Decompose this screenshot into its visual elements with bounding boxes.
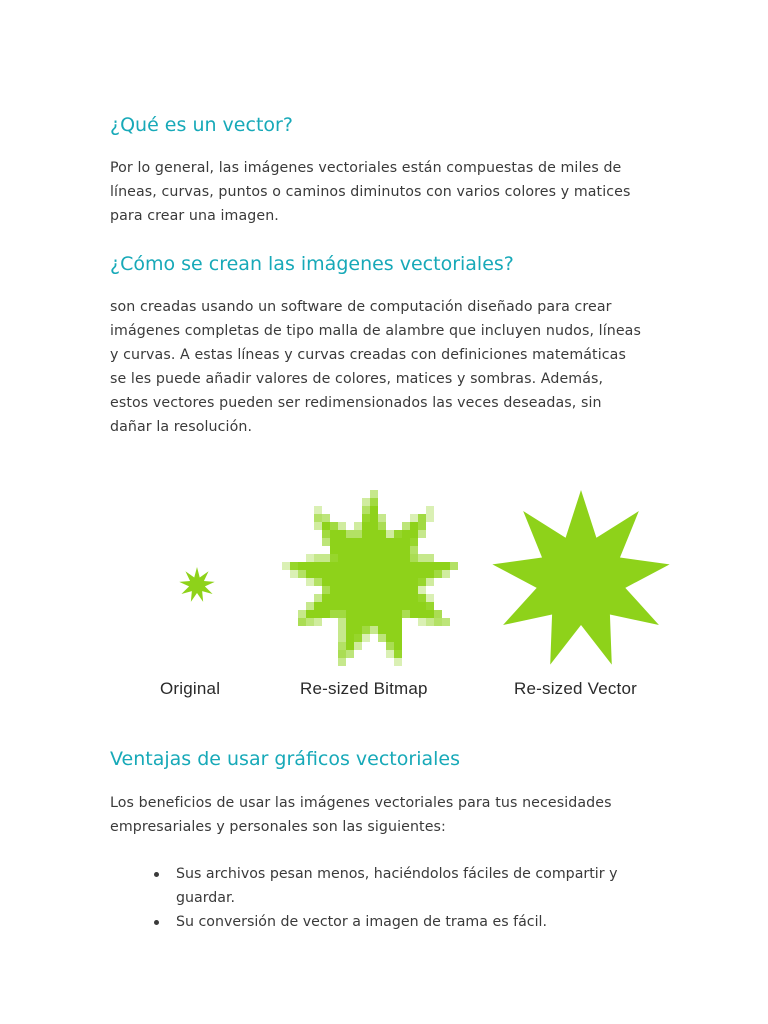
bitmap-pixel <box>346 554 354 562</box>
bitmap-pixel <box>306 602 314 610</box>
bitmap-pixel <box>402 554 410 562</box>
bitmap-pixel <box>338 546 346 554</box>
bitmap-pixel <box>322 554 330 562</box>
bitmap-pixel <box>378 594 386 602</box>
bitmap-pixel <box>418 554 426 562</box>
caption-original: Original <box>160 679 221 698</box>
bitmap-pixel <box>434 618 442 626</box>
bitmap-pixel <box>418 586 426 594</box>
bitmap-pixel <box>386 650 394 658</box>
bitmap-pixel <box>354 562 362 570</box>
bitmap-pixel <box>378 570 386 578</box>
bitmap-pixel <box>338 522 346 530</box>
bitmap-pixel <box>330 578 338 586</box>
bitmap-pixel <box>306 610 314 618</box>
bitmap-pixel <box>386 594 394 602</box>
bitmap-pixel <box>322 578 330 586</box>
bitmap-pixel <box>386 538 394 546</box>
bitmap-pixel <box>418 522 426 530</box>
bitmap-pixel <box>322 602 330 610</box>
bitmap-pixel <box>330 562 338 570</box>
bitmap-pixel <box>378 578 386 586</box>
bitmap-pixel <box>450 562 458 570</box>
bitmap-pixel <box>338 658 346 666</box>
bitmap-pixel <box>362 570 370 578</box>
bitmap-pixel <box>346 602 354 610</box>
bitmap-pixel <box>370 562 378 570</box>
bitmap-pixel <box>378 522 386 530</box>
bitmap-pixel <box>378 514 386 522</box>
bitmap-pixel <box>394 586 402 594</box>
bitmap-pixel <box>346 546 354 554</box>
bitmap-pixel <box>362 594 370 602</box>
bitmap-pixel <box>426 570 434 578</box>
bitmap-pixel <box>402 546 410 554</box>
bitmap-pixel <box>362 530 370 538</box>
bitmap-pixel <box>394 594 402 602</box>
bitmap-pixel <box>298 618 306 626</box>
bitmap-pixel <box>402 538 410 546</box>
bitmap-pixel <box>354 554 362 562</box>
bitmap-pixel <box>418 602 426 610</box>
bitmap-pixel <box>370 514 378 522</box>
paragraph-que-es-un-vector <box>110 156 670 228</box>
bitmap-pixel <box>386 586 394 594</box>
bitmap-pixel <box>354 634 362 642</box>
text-line: dañar la resolución. <box>110 419 253 435</box>
bitmap-pixel <box>370 626 378 634</box>
bitmap-pixel <box>442 618 450 626</box>
bitmap-pixel <box>298 570 306 578</box>
bitmap-pixel <box>394 530 402 538</box>
bitmap-pixel <box>402 578 410 586</box>
bitmap-pixel <box>370 602 378 610</box>
bitmap-pixel <box>370 610 378 618</box>
bitmap-pixel <box>378 610 386 618</box>
bitmap-pixel <box>346 634 354 642</box>
bitmap-pixel <box>330 554 338 562</box>
bitmap-pixel <box>322 570 330 578</box>
bitmap-pixel <box>362 562 370 570</box>
bitmap-pixel <box>426 602 434 610</box>
bitmap-pixel <box>378 546 386 554</box>
bitmap-pixel <box>370 522 378 530</box>
bitmap-pixel <box>394 642 402 650</box>
bitmap-pixel <box>378 618 386 626</box>
bitmap-pixel <box>418 578 426 586</box>
bitmap-pixel <box>378 602 386 610</box>
bullet-icon <box>154 872 159 877</box>
bitmap-pixel <box>394 610 402 618</box>
bitmap-pixel <box>354 602 362 610</box>
bitmap-pixel <box>362 634 370 642</box>
heading-que-es-un-vector: ¿Qué es un vector? <box>110 114 293 136</box>
bitmap-pixel <box>354 570 362 578</box>
bitmap-pixel <box>354 522 362 530</box>
bitmap-pixel <box>338 626 346 634</box>
list-item <box>150 910 670 934</box>
bitmap-pixel <box>354 546 362 554</box>
bitmap-pixel <box>410 610 418 618</box>
bitmap-pixel <box>330 522 338 530</box>
bitmap-pixel <box>338 562 346 570</box>
bitmap-pixel <box>362 546 370 554</box>
bitmap-pixel <box>386 546 394 554</box>
bitmap-pixel <box>338 570 346 578</box>
bitmap-pixel <box>370 554 378 562</box>
bitmap-pixel <box>338 642 346 650</box>
bitmap-pixel <box>362 578 370 586</box>
bitmap-pixel <box>386 626 394 634</box>
caption-resized-bitmap: Re-sized Bitmap <box>300 679 428 698</box>
bitmap-pixel <box>410 546 418 554</box>
bitmap-pixel <box>386 610 394 618</box>
text-line: guardar. <box>176 890 236 906</box>
bitmap-pixel <box>426 562 434 570</box>
bitmap-pixel <box>362 626 370 634</box>
bitmap-pixel <box>418 570 426 578</box>
text-line: para crear una imagen. <box>110 208 279 224</box>
bitmap-pixel <box>290 562 298 570</box>
paragraph-ventajas <box>110 791 670 839</box>
bitmap-pixel <box>418 610 426 618</box>
bitmap-pixel <box>338 586 346 594</box>
bitmap-pixel <box>410 586 418 594</box>
bitmap-pixel <box>410 538 418 546</box>
bitmap-pixel <box>282 562 290 570</box>
bitmap-pixel <box>338 594 346 602</box>
bitmap-pixel <box>362 498 370 506</box>
bitmap-pixel <box>338 618 346 626</box>
original-star-image <box>179 567 214 602</box>
bitmap-pixel <box>330 546 338 554</box>
advantages-list <box>150 862 670 934</box>
bitmap-pixel <box>426 578 434 586</box>
bitmap-pixel <box>410 602 418 610</box>
bitmap-pixel <box>306 618 314 626</box>
bitmap-pixel <box>426 514 434 522</box>
bitmap-pixel <box>338 602 346 610</box>
bitmap-pixel <box>418 514 426 522</box>
vector-vs-bitmap-figure <box>140 480 680 705</box>
bitmap-pixel <box>322 530 330 538</box>
bitmap-pixel <box>378 562 386 570</box>
bitmap-pixel <box>338 610 346 618</box>
bitmap-pixel <box>426 610 434 618</box>
bitmap-pixel <box>314 514 322 522</box>
bitmap-pixel <box>410 554 418 562</box>
bitmap-pixel <box>314 562 322 570</box>
bitmap-pixel <box>402 594 410 602</box>
bitmap-pixel <box>402 602 410 610</box>
bitmap-pixel <box>346 650 354 658</box>
bitmap-pixel <box>346 578 354 586</box>
bitmap-pixel <box>322 538 330 546</box>
bitmap-pixel <box>386 642 394 650</box>
bitmap-pixel <box>330 570 338 578</box>
heading-ventajas: Ventajas de usar gráficos vectoriales <box>110 748 460 770</box>
bitmap-pixel <box>410 562 418 570</box>
bitmap-pixel <box>314 506 322 514</box>
bitmap-pixel <box>354 642 362 650</box>
bitmap-pixel <box>330 586 338 594</box>
bitmap-pixel <box>362 610 370 618</box>
bitmap-pixel <box>442 570 450 578</box>
bitmap-pixel <box>314 594 322 602</box>
bitmap-pixel <box>346 618 354 626</box>
bitmap-pixel <box>306 554 314 562</box>
bitmap-pixel <box>410 514 418 522</box>
bitmap-pixel <box>338 530 346 538</box>
bitmap-pixel <box>394 538 402 546</box>
bitmap-pixel <box>314 618 322 626</box>
bitmap-pixel <box>370 594 378 602</box>
text-line: líneas, curvas, puntos o caminos diminutos con varios colores y matices <box>110 184 631 200</box>
bitmap-pixel <box>402 570 410 578</box>
bitmap-pixel <box>426 594 434 602</box>
bitmap-pixel <box>418 618 426 626</box>
bitmap-pixel <box>378 586 386 594</box>
bitmap-pixel <box>434 562 442 570</box>
text-line: estos vectores pueden ser redimensionados las veces deseadas, sin <box>110 395 602 411</box>
bitmap-pixel <box>370 618 378 626</box>
text-line: Su conversión de vector a imagen de trama es fácil. <box>176 914 547 930</box>
text-line: Sus archivos pesan menos, haciéndolos fáciles de compartir y <box>176 866 618 882</box>
bitmap-pixel <box>410 530 418 538</box>
bitmap-pixel <box>362 514 370 522</box>
bitmap-pixel <box>410 594 418 602</box>
bitmap-pixel <box>386 618 394 626</box>
bitmap-pixel <box>394 658 402 666</box>
bitmap-pixel <box>290 570 298 578</box>
bitmap-pixel <box>314 602 322 610</box>
bitmap-pixel <box>314 578 322 586</box>
bitmap-pixel <box>410 570 418 578</box>
bitmap-pixel <box>394 634 402 642</box>
bitmap-pixel <box>370 498 378 506</box>
bitmap-pixel <box>362 586 370 594</box>
bitmap-pixel <box>370 546 378 554</box>
bitmap-pixel <box>426 554 434 562</box>
bitmap-pixel <box>346 642 354 650</box>
bitmap-pixel <box>354 538 362 546</box>
bitmap-pixel <box>394 570 402 578</box>
bitmap-pixel <box>410 578 418 586</box>
bitmap-pixel <box>378 626 386 634</box>
bitmap-pixel <box>298 562 306 570</box>
bitmap-pixel <box>402 562 410 570</box>
text-line: Por lo general, las imágenes vectoriales están compuestas de miles de <box>110 160 622 176</box>
bitmap-pixel <box>402 610 410 618</box>
bitmap-pixel <box>386 530 394 538</box>
bitmap-pixel <box>386 634 394 642</box>
bitmap-pixel <box>370 490 378 498</box>
bitmap-pixel <box>322 522 330 530</box>
bitmap-pixel <box>418 562 426 570</box>
bitmap-pixel <box>378 530 386 538</box>
bitmap-pixel <box>354 594 362 602</box>
bitmap-pixel <box>330 594 338 602</box>
bitmap-pixel <box>346 626 354 634</box>
bitmap-pixel <box>306 570 314 578</box>
bitmap-pixel <box>354 586 362 594</box>
bitmap-pixel <box>354 610 362 618</box>
bitmap-pixel <box>346 570 354 578</box>
resized-vector-star-image <box>492 490 669 665</box>
bitmap-pixel <box>346 538 354 546</box>
bullet-icon <box>154 920 159 925</box>
text-line: y curvas. A estas líneas y curvas creadas con definiciones matemáticas <box>110 347 626 363</box>
bitmap-pixel <box>378 538 386 546</box>
paragraph-como-se-crean <box>110 295 670 439</box>
bitmap-pixel <box>314 522 322 530</box>
caption-resized-vector: Re-sized Vector <box>514 679 637 698</box>
bitmap-pixel <box>362 522 370 530</box>
bitmap-pixel <box>418 530 426 538</box>
bitmap-pixel <box>386 562 394 570</box>
stars-illustration <box>140 480 680 705</box>
bitmap-pixel <box>386 570 394 578</box>
bitmap-pixel <box>322 610 330 618</box>
bitmap-pixel <box>338 634 346 642</box>
bitmap-pixel <box>394 546 402 554</box>
bitmap-pixel <box>330 610 338 618</box>
bitmap-pixel <box>402 522 410 530</box>
bitmap-pixel <box>346 610 354 618</box>
bitmap-pixel <box>306 562 314 570</box>
bitmap-pixel <box>298 610 306 618</box>
bitmap-pixel <box>322 594 330 602</box>
bitmap-pixel <box>338 538 346 546</box>
text-line: son creadas usando un software de computación diseñado para crear <box>110 299 612 315</box>
bitmap-pixel <box>314 610 322 618</box>
bitmap-pixel <box>394 554 402 562</box>
bitmap-pixel <box>362 618 370 626</box>
bitmap-pixel <box>426 618 434 626</box>
bitmap-pixel <box>394 602 402 610</box>
bitmap-pixel <box>394 578 402 586</box>
bitmap-pixel <box>346 594 354 602</box>
text-line: imágenes completas de tipo malla de alambre que incluyen nudos, líneas <box>110 323 641 339</box>
text-line: se les puede añadir valores de colores, matices y sombras. Además, <box>110 371 604 387</box>
bitmap-pixel <box>394 626 402 634</box>
bitmap-pixel <box>346 530 354 538</box>
bitmap-pixel <box>434 610 442 618</box>
bitmap-pixel <box>370 586 378 594</box>
bitmap-pixel <box>370 538 378 546</box>
bitmap-pixel <box>362 602 370 610</box>
bitmap-pixel <box>322 586 330 594</box>
bitmap-pixel <box>338 554 346 562</box>
bitmap-pixel <box>330 602 338 610</box>
bitmap-pixel <box>338 650 346 658</box>
bitmap-pixel <box>418 594 426 602</box>
bitmap-pixel <box>330 530 338 538</box>
bitmap-pixel <box>394 562 402 570</box>
bitmap-pixel <box>378 554 386 562</box>
bitmap-pixel <box>354 626 362 634</box>
bitmap-pixel <box>362 538 370 546</box>
bitmap-pixel <box>370 506 378 514</box>
text-line: Los beneficios de usar las imágenes vectoriales para tus necesidades <box>110 795 612 811</box>
bitmap-pixel <box>402 586 410 594</box>
bitmap-pixel <box>330 538 338 546</box>
resized-bitmap-star-image <box>282 490 458 666</box>
bitmap-pixel <box>346 562 354 570</box>
text-line: empresariales y personales son las siguientes: <box>110 819 446 835</box>
bitmap-pixel <box>386 578 394 586</box>
bitmap-pixel <box>378 634 386 642</box>
bitmap-pixel <box>362 554 370 562</box>
bitmap-pixel <box>410 522 418 530</box>
bitmap-pixel <box>442 562 450 570</box>
bitmap-pixel <box>314 554 322 562</box>
bitmap-pixel <box>354 578 362 586</box>
list-item <box>150 862 670 910</box>
bitmap-pixel <box>314 570 322 578</box>
bitmap-pixel <box>434 570 442 578</box>
bitmap-pixel <box>370 530 378 538</box>
bitmap-pixel <box>338 578 346 586</box>
bitmap-pixel <box>354 618 362 626</box>
bitmap-pixel <box>370 578 378 586</box>
bitmap-pixel <box>346 586 354 594</box>
bitmap-pixel <box>394 650 402 658</box>
bitmap-pixel <box>402 530 410 538</box>
bitmap-pixel <box>394 618 402 626</box>
bitmap-pixel <box>322 514 330 522</box>
bitmap-pixel <box>322 562 330 570</box>
bitmap-pixel <box>354 530 362 538</box>
bitmap-pixel <box>370 570 378 578</box>
bitmap-pixel <box>386 602 394 610</box>
heading-como-se-crean: ¿Cómo se crean las imágenes vectoriales? <box>110 253 514 275</box>
bitmap-pixel <box>362 506 370 514</box>
bitmap-pixel <box>306 578 314 586</box>
bitmap-pixel <box>426 506 434 514</box>
bitmap-pixel <box>386 554 394 562</box>
